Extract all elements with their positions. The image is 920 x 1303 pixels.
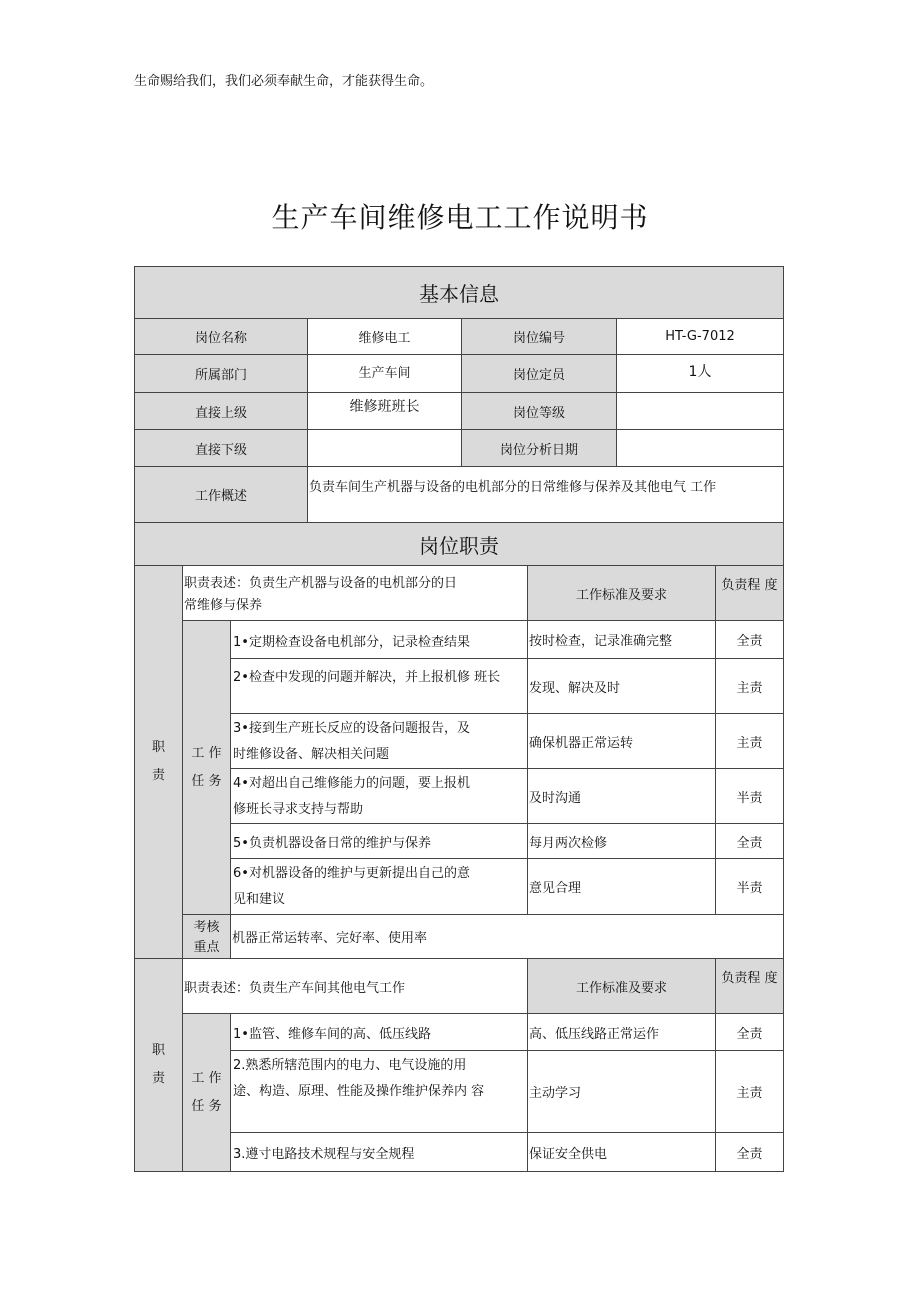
analysis-date-value bbox=[616, 429, 784, 467]
task-row-5-text: 5•负责机器设备日常的维护与保养 bbox=[230, 823, 528, 859]
grade-label: 岗位等级 bbox=[461, 392, 617, 430]
task-row-2-resp: 主责 bbox=[715, 658, 784, 714]
dept-label: 所属部门 bbox=[134, 354, 308, 393]
task-line: 途、构造、原理、性能及操作维护保养内 容 bbox=[233, 1084, 485, 1099]
b2-task-row-3-std: 保证安全供电 bbox=[527, 1132, 716, 1172]
task-row-5-std: 每月两次检修 bbox=[527, 823, 716, 859]
block1-side-label bbox=[134, 565, 183, 959]
task-label-line: 工 作 bbox=[191, 745, 222, 761]
task-row-1-resp: 全责 bbox=[715, 620, 784, 659]
summary-value: 负责车间生产机器与设备的电机部分的日常维修与保养及其他电气 工作 bbox=[307, 466, 784, 523]
block2-resp-header: 负责程 度 bbox=[715, 958, 784, 1014]
block1-std-header: 工作标准及要求 bbox=[527, 565, 716, 621]
block2-task-label bbox=[182, 1013, 231, 1172]
summary-label: 工作概述 bbox=[134, 466, 308, 523]
superior-label: 直接上级 bbox=[134, 392, 308, 430]
b2-task-row-2-text bbox=[230, 1050, 528, 1133]
superior-value: 维修班班长 bbox=[307, 392, 462, 430]
b2-task-row-2-std: 主动学习 bbox=[527, 1050, 716, 1133]
task-row-6-std: 意见合理 bbox=[527, 858, 716, 915]
post-code-value: HT-G-7012 bbox=[616, 318, 784, 355]
analysis-date-label: 岗位分析日期 bbox=[461, 429, 617, 467]
motto-text: 生命赐给我们，我们必须奉献生命，才能获得生命。 bbox=[134, 74, 434, 89]
b2-task-row-2-resp: 主责 bbox=[715, 1050, 784, 1133]
b2-task-row-3-resp: 全责 bbox=[715, 1132, 784, 1172]
task-row-1-std: 按时检查，记录准确完整 bbox=[527, 620, 716, 659]
task-row-3-std: 确保机器正常运转 bbox=[527, 713, 716, 769]
task-row-5-resp: 全责 bbox=[715, 823, 784, 859]
task-line: 时维修设备、解决相关问题 bbox=[233, 747, 390, 762]
task-line: 见和建议 bbox=[233, 892, 286, 907]
task-label-line: 工 作 bbox=[191, 1070, 222, 1086]
task-row-4-resp: 半责 bbox=[715, 768, 784, 824]
dept-value: 生产车间 bbox=[307, 354, 462, 393]
assess-value: 机器正常运转率、完好率、使用率 bbox=[230, 914, 784, 959]
block1-task-label bbox=[182, 620, 231, 915]
task-row-6-text bbox=[230, 858, 528, 915]
block2-std-header: 工作标准及要求 bbox=[527, 958, 716, 1014]
basic-info-header: 基本信息 bbox=[134, 266, 784, 319]
assess-label-line: 重点 bbox=[193, 939, 220, 955]
side-char: 责 bbox=[151, 1071, 165, 1086]
b2-task-row-1-text: 1•监管、维修车间的高、低压线路 bbox=[230, 1013, 528, 1051]
subordinate-label: 直接下级 bbox=[134, 429, 308, 467]
block1-description bbox=[182, 565, 528, 621]
description-line: 职责表述：负责生产机器与设备的电机部分的日 bbox=[184, 576, 458, 591]
subordinate-value bbox=[307, 429, 462, 467]
side-char: 责 bbox=[151, 768, 165, 783]
task-row-2-std: 发现、解决及时 bbox=[527, 658, 716, 714]
assess-label-line: 考核 bbox=[193, 919, 220, 935]
post-name-value: 维修电工 bbox=[307, 318, 462, 355]
task-row-2-text: 2•检查中发现的问题并解决，并上报机修 班长 bbox=[230, 658, 528, 714]
b2-task-row-1-std: 高、低压线路正常运作 bbox=[527, 1013, 716, 1051]
task-line: 2.熟悉所辖范围内的电力、电气设施的用 bbox=[233, 1058, 467, 1073]
b2-task-row-3-text: 3.遵寸电路技术规程与安全规程 bbox=[230, 1132, 528, 1172]
task-row-1-text: 1•定期检查设备电机部分，记录检查结果 bbox=[230, 620, 528, 659]
block2-side-label bbox=[134, 958, 183, 1172]
grade-value bbox=[616, 392, 784, 430]
task-row-4-text bbox=[230, 768, 528, 824]
duties-header: 岗位职责 bbox=[134, 522, 784, 566]
side-char: 职 bbox=[151, 740, 165, 755]
post-code-label: 岗位编号 bbox=[461, 318, 617, 355]
staff-label: 岗位定员 bbox=[461, 354, 617, 393]
staff-value: 1人 bbox=[616, 354, 784, 393]
task-line: 修班长寻求支持与帮助 bbox=[233, 802, 364, 817]
block1-resp-header: 负责程 度 bbox=[715, 565, 784, 621]
description-line: 常维修与保养 bbox=[184, 598, 263, 613]
task-line: 3•接到生产班长反应的设备问题报告，及 bbox=[233, 721, 470, 736]
page-title: 生产车间维修电工工作说明书 bbox=[271, 201, 649, 234]
post-name-label: 岗位名称 bbox=[134, 318, 308, 355]
task-row-3-text bbox=[230, 713, 528, 769]
assess-label bbox=[182, 914, 231, 959]
task-row-3-resp: 主责 bbox=[715, 713, 784, 769]
task-row-6-resp: 半责 bbox=[715, 858, 784, 915]
side-char: 职 bbox=[151, 1043, 165, 1058]
task-row-4-std: 及时沟通 bbox=[527, 768, 716, 824]
block2-description: 职责表述：负责生产车间其他电气工作 bbox=[182, 958, 528, 1014]
task-label-line: 任 务 bbox=[191, 1098, 222, 1114]
b2-task-row-1-resp: 全责 bbox=[715, 1013, 784, 1051]
task-line: 4•对超出自己维修能力的问题，要上报机 bbox=[233, 776, 470, 791]
task-label-line: 任 务 bbox=[191, 773, 222, 789]
task-line: 6•对机器设备的维护与更新提出自己的意 bbox=[233, 866, 470, 881]
